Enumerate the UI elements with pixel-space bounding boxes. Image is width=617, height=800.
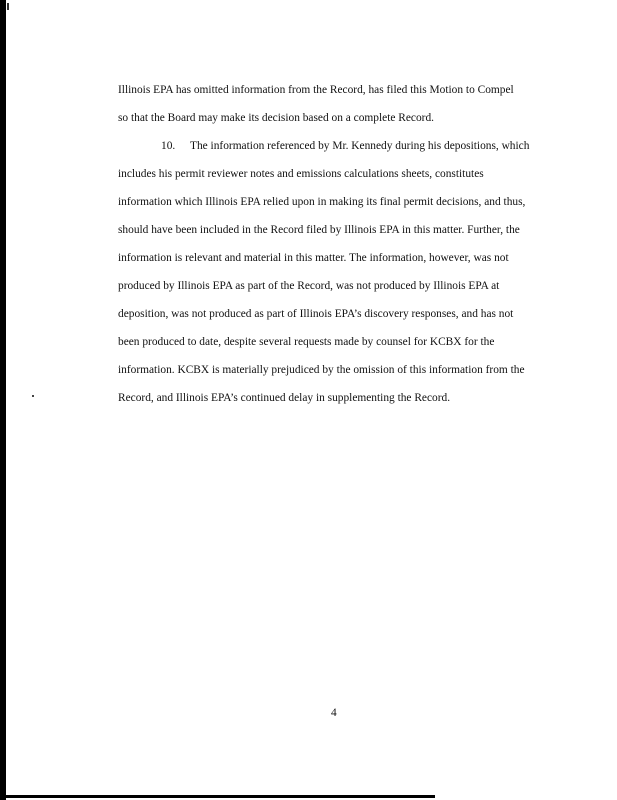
text-line: deposition, was not produced as part of Illinois EPA’s discovery responses, and has not — [118, 308, 514, 320]
text-line: so that the Board may make its decision based on a complete Record. — [118, 112, 435, 124]
scan-margin-dot — [32, 395, 34, 397]
text-line: information which Illinois EPA relied upon in making its final permit decisions, and thus, — [118, 196, 526, 208]
scan-corner-mark — [7, 3, 9, 10]
text-line: should have been included in the Record filed by Illinois EPA in this matter. Further, the — [118, 224, 520, 236]
text-line: been produced to date, despite several requests made by counsel for KCBX for the — [118, 336, 495, 348]
text-line: produced by Illinois EPA as part of the Record, was not produced by Illinois EPA at — [118, 280, 500, 292]
scan-left-border — [0, 0, 6, 800]
scan-bottom-border — [0, 795, 435, 798]
text-line: Illinois EPA has omitted information from the Record, has filed this Motion to Compel — [118, 84, 514, 96]
text-line: Record, and Illinois EPA’s continued delay in supplementing the Record. — [118, 392, 451, 404]
text-line: includes his permit reviewer notes and emissions calculations sheets, constitutes — [118, 168, 484, 180]
text-line: The information referenced by Mr. Kennedy during his depositions, which — [190, 140, 530, 152]
text-line: information. KCBX is materially prejudiced by the omission of this information from the — [118, 364, 525, 376]
page-number: 4 — [331, 707, 337, 719]
text-line: information is relevant and material in this matter. The information, however, was not — [118, 252, 509, 264]
paragraph-number: 10. — [161, 140, 176, 152]
